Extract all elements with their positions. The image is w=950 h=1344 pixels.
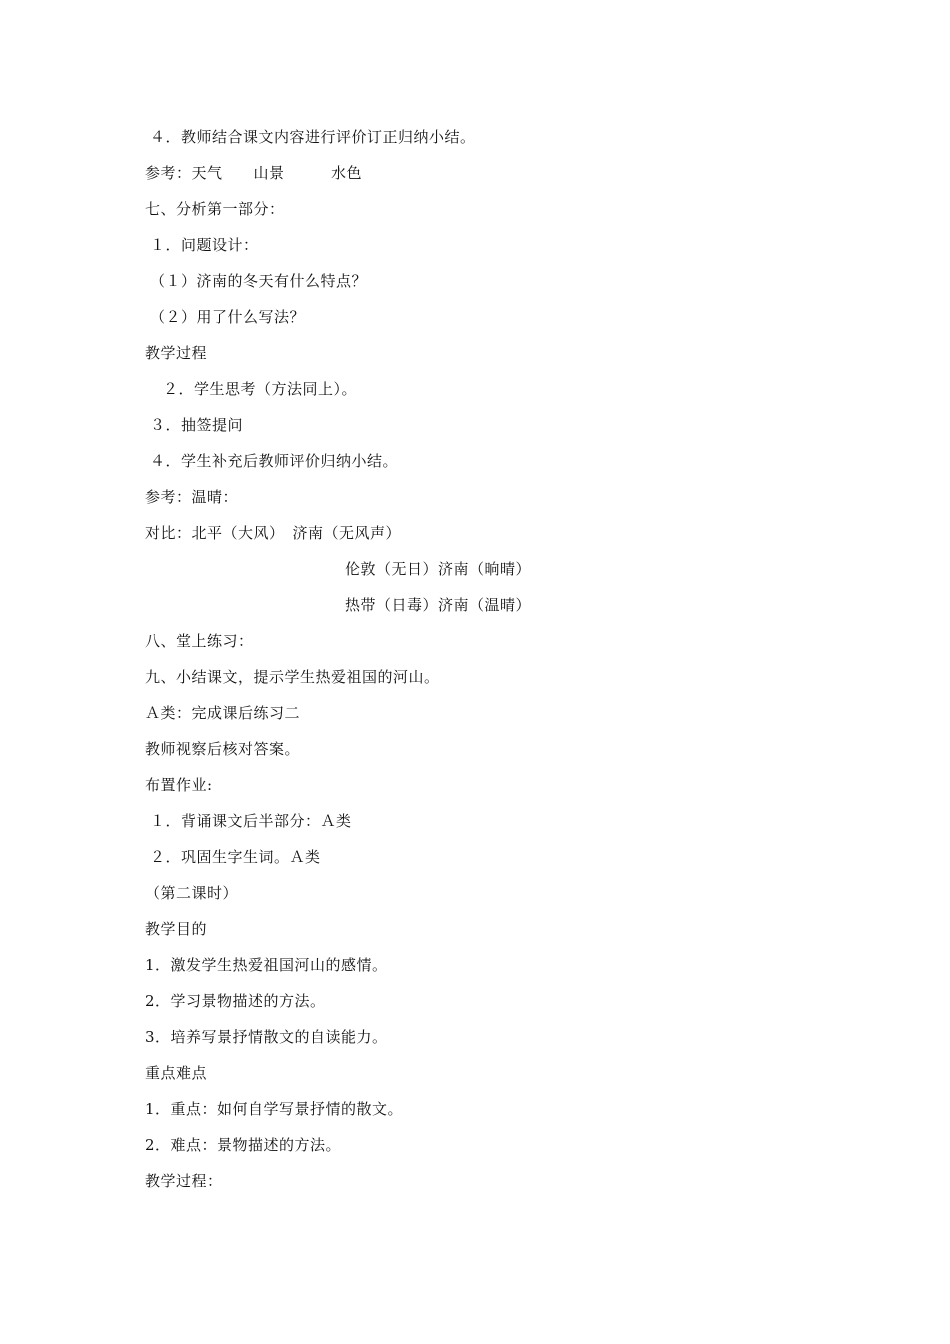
class-a-exercise: Ａ类：完成课后练习二 xyxy=(145,704,301,722)
purpose-item-3: 3．培养写景抒情散文的自读能力。 xyxy=(145,1028,388,1046)
question-2: （２）用了什么写法？ xyxy=(150,308,306,326)
difficulty-item: 2．难点：景物描述的方法。 xyxy=(145,1136,342,1154)
homework-item-1: １．背诵课文后半部分：Ａ类 xyxy=(150,812,352,830)
section-7-heading: 七、分析第一部分： xyxy=(145,200,285,218)
purpose-item-1: 1．激发学生热爱祖国河山的感情。 xyxy=(145,956,388,974)
comparison-line-3: 热带（日毒）济南（温晴） xyxy=(345,596,532,614)
section-9-heading: 九、小结课文，提示学生热爱祖国的河山。 xyxy=(145,668,440,686)
reference-weather-mountain-water: 参考：天气 山景 水色 xyxy=(145,164,363,182)
purpose-item-2: 2．学习景物描述的方法。 xyxy=(145,992,326,1010)
homework-item-2: ２．巩固生字生词。Ａ类 xyxy=(150,848,321,866)
homework-heading: 布置作业: xyxy=(145,776,213,794)
step-4-teacher-summary: ４．教师结合课文内容进行评价订正归纳小结。 xyxy=(150,128,476,146)
teacher-check-answers: 教师视察后核对答案。 xyxy=(145,740,301,758)
section-8-heading: 八、堂上练习： xyxy=(145,632,254,650)
teaching-process-heading: 教学过程： xyxy=(145,1172,223,1190)
second-lesson-heading: （第二课时） xyxy=(145,884,239,902)
reference-warm-sunny: 参考：温晴： xyxy=(145,488,239,506)
key-difficulties-heading: 重点难点 xyxy=(145,1064,208,1082)
step-4-student-supplement: ４．学生补充后教师评价归纳小结。 xyxy=(150,452,399,470)
comparison-line-1: 对比：北平（大风） 济南（无风声） xyxy=(145,524,402,542)
step-2-student-thinking: ２．学生思考（方法同上）。 xyxy=(163,380,358,398)
teaching-purpose-heading: 教学目的 xyxy=(145,920,208,938)
comparison-line-2: 伦敦（无日）济南（晌晴） xyxy=(345,560,532,578)
question-1: （１）济南的冬天有什么特点？ xyxy=(150,272,368,290)
step-3-draw-lots: ３．抽签提问 xyxy=(150,416,244,434)
teaching-process-label: 教学过程 xyxy=(145,344,208,362)
key-point-item: 1．重点：如何自学写景抒情的散文。 xyxy=(145,1100,404,1118)
question-design-item: １．问题设计： xyxy=(150,236,259,254)
